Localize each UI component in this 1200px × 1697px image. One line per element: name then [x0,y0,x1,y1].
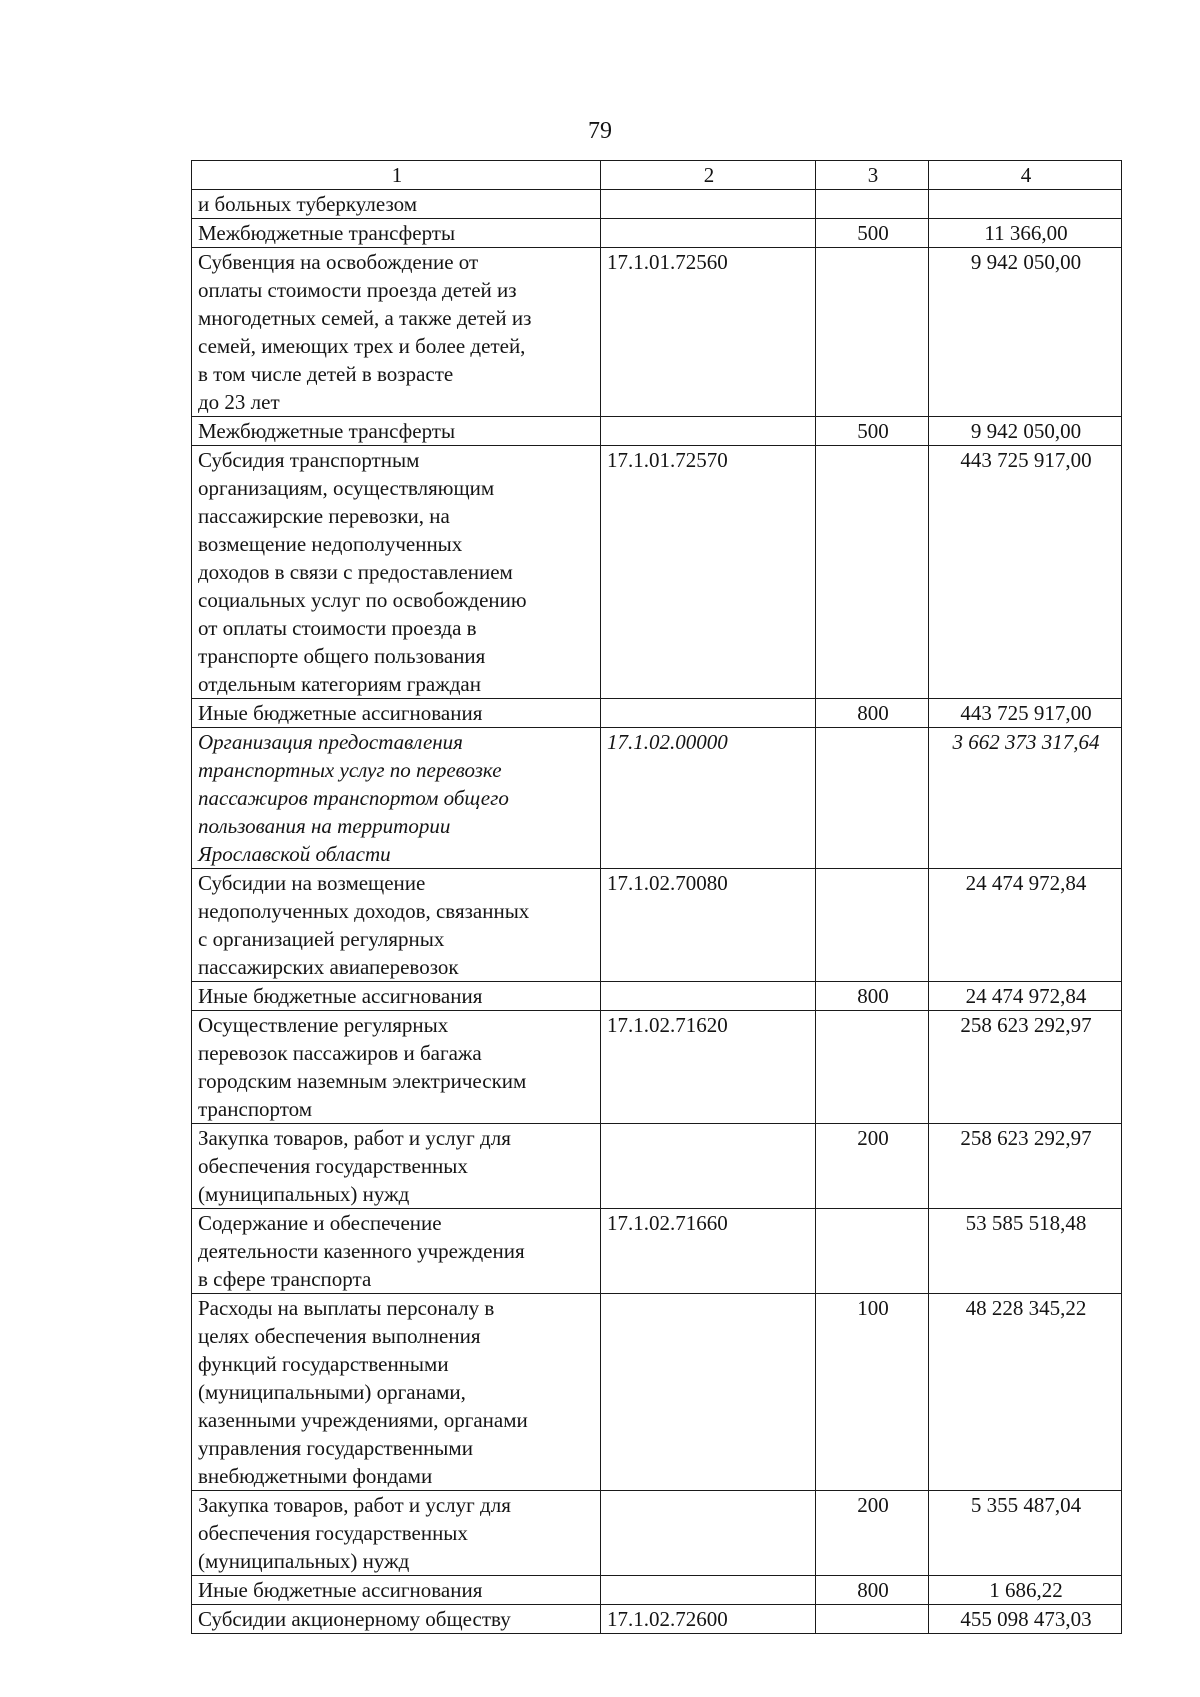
row-amount-cell: 9 942 050,00 [929,248,1122,417]
row-amount-cell: 3 662 373 317,64 [929,728,1122,869]
table-row [192,1294,1122,1491]
row-type-cell [816,869,929,982]
row-name-cell: Субсидия транспортным организациям, осуществляющим пассажирские перевозки, на возмещение недополученных доходов в связи с предоставлением социальных услуг по освобождению от оплаты стоимости проезда в транспорте общего пользования отдельным категориям граждан [192,446,601,699]
row-name-cell: Иные бюджетные ассигнования [192,982,601,1011]
table-row [192,1605,1122,1634]
row-code-cell [601,190,816,219]
row-amount-cell: 11 366,00 [929,219,1122,248]
row-type-cell [816,190,929,219]
row-amount-cell [929,190,1122,219]
row-amount-cell: 24 474 972,84 [929,982,1122,1011]
table-row [192,1491,1122,1576]
row-type-cell: 100 [816,1294,929,1491]
row-type-cell: 800 [816,699,929,728]
row-amount-cell: 48 228 345,22 [929,1294,1122,1491]
row-name-cell: Закупка товаров, работ и услуг для обеспечения государственных (муниципальных) нужд [192,1491,601,1576]
row-name-cell: и больных туберкулезом [192,190,601,219]
row-amount-cell: 455 098 473,03 [929,1605,1122,1634]
row-amount-cell: 1 686,22 [929,1576,1122,1605]
row-type-cell: 800 [816,982,929,1011]
row-code-cell: 17.1.02.72600 [601,1605,816,1634]
row-name-cell: Содержание и обеспечение деятельности казенного учреждения в сфере транспорта [192,1209,601,1294]
row-amount-cell: 24 474 972,84 [929,869,1122,982]
column-header-1: 1 [192,161,601,190]
row-amount-cell: 5 355 487,04 [929,1491,1122,1576]
row-name-cell: Расходы на выплаты персоналу в целях обеспечения выполнения функций государственными (муниципальными) органами, казенными учреждениями, органами управления государственными внебюджетными фондами [192,1294,601,1491]
row-name-cell: Межбюджетные трансферты [192,417,601,446]
table-header-row [192,161,1122,190]
budget-table [191,160,1122,1634]
row-type-cell: 200 [816,1124,929,1209]
table-row [192,219,1122,248]
page-number: 79 [588,118,612,144]
row-code-cell: 17.1.02.70080 [601,869,816,982]
table-row [192,190,1122,219]
row-type-cell: 800 [816,1576,929,1605]
row-code-cell [601,219,816,248]
table-row [192,1124,1122,1209]
row-name-cell: Осуществление регулярных перевозок пассажиров и багажа городским наземным электрическим транспортом [192,1011,601,1124]
row-type-cell [816,1209,929,1294]
row-name-cell: Иные бюджетные ассигнования [192,699,601,728]
table-row [192,1011,1122,1124]
row-type-cell [816,248,929,417]
table-row [192,728,1122,869]
row-code-cell [601,982,816,1011]
row-amount-cell: 443 725 917,00 [929,699,1122,728]
row-code-cell [601,1491,816,1576]
row-amount-cell: 258 623 292,97 [929,1011,1122,1124]
row-type-cell [816,728,929,869]
row-name-cell: Субвенция на освобождение от оплаты стоимости проезда детей из многодетных семей, а также детей из семей, имеющих трех и более детей, в том числе детей в возрасте до 23 лет [192,248,601,417]
row-type-cell: 500 [816,219,929,248]
row-code-cell [601,1124,816,1209]
column-header-3: 3 [816,161,929,190]
table-row [192,248,1122,417]
row-type-cell: 500 [816,417,929,446]
row-type-cell [816,1011,929,1124]
row-code-cell [601,1294,816,1491]
table-row [192,446,1122,699]
row-code-cell: 17.1.01.72570 [601,446,816,699]
row-name-cell: Иные бюджетные ассигнования [192,1576,601,1605]
row-amount-cell: 53 585 518,48 [929,1209,1122,1294]
row-name-cell: Субсидии на возмещение недополученных доходов, связанных с организацией регулярных пассажирских авиаперевозок [192,869,601,982]
row-name-cell: Закупка товаров, работ и услуг для обеспечения государственных (муниципальных) нужд [192,1124,601,1209]
row-code-cell [601,1576,816,1605]
row-code-cell [601,417,816,446]
row-type-cell: 200 [816,1491,929,1576]
row-amount-cell: 443 725 917,00 [929,446,1122,699]
row-name-cell: Субсидии акционерному обществу [192,1605,601,1634]
column-header-2: 2 [601,161,816,190]
row-type-cell [816,1605,929,1634]
row-code-cell [601,699,816,728]
row-name-cell: Межбюджетные трансферты [192,219,601,248]
table-body [192,161,1122,1634]
table-row [192,417,1122,446]
row-code-cell: 17.1.02.71660 [601,1209,816,1294]
row-code-cell: 17.1.02.00000 [601,728,816,869]
table-row [192,1576,1122,1605]
column-header-4: 4 [929,161,1122,190]
table-row [192,869,1122,982]
row-amount-cell: 9 942 050,00 [929,417,1122,446]
table-row [192,699,1122,728]
row-type-cell [816,446,929,699]
row-code-cell: 17.1.01.72560 [601,248,816,417]
table-row [192,982,1122,1011]
row-amount-cell: 258 623 292,97 [929,1124,1122,1209]
table-row [192,1209,1122,1294]
row-name-cell: Организация предоставления транспортных услуг по перевозке пассажиров транспортом общего пользования на территории Ярославской области [192,728,601,869]
row-code-cell: 17.1.02.71620 [601,1011,816,1124]
